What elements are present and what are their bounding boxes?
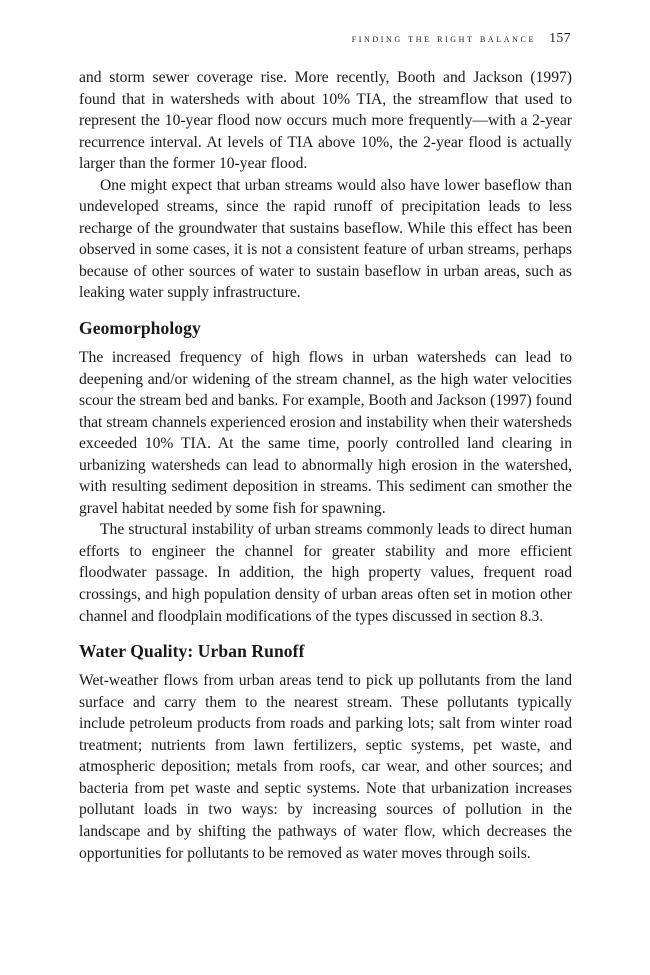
- paragraph-geomorphology: The increased frequency of high flows in urban watersheds can lead to deepening and/or widening of the stream channel, as the high water velocities scour the stream bed and banks. For example, Booth and Jackson (1997) found that stream channels experienced erosion and instability when their watersheds exceeded 10% TIA. At the same time, poorly controlled land clearing in urbanizing watersheds can lead to abnormally high erosion in the watershed, with resulting sediment deposition in streams. This sediment can smother the gravel habitat needed by some fish for spawning.: [79, 349, 572, 517]
- section-heading-water-quality: Water Quality: Urban Runoff: [79, 641, 305, 662]
- paragraph-baseflow: One might expect that urban streams would also have lower baseflow than undeveloped streams, since the rapid runoff of precipitation leads to less recharge of the groundwater that sustains baseflow. While this effect has been observed in some cases, it is not a consistent feature of urban streams, perhaps because of other sources of water to sustain baseflow in urban areas, such as leaking water supply infrastructure.: [79, 176, 572, 302]
- section-heading-geomorphology: Geomorphology: [79, 318, 201, 339]
- running-head-title: finding the right balance: [351, 33, 536, 45]
- running-head: [352, 30, 571, 46]
- paragraph-structural-instability: The structural instability of urban streams commonly leads to direct human efforts to engineer the channel for greater stability and more efficient floodwater passage. In addition, the high property values, frequent road crossings, and high population density of urban areas often set in motion other channel and floodplain modifications of the types discussed in section 8.3.: [79, 521, 572, 625]
- page-body: [79, 67, 572, 864]
- paragraph-continued: and storm sewer coverage rise. More recently, Booth and Jackson (1997) found that in watersheds with about 10% TIA, the streamflow that used to represent the 10-year flood now occurs much more frequently—with a 2-year recurrence interval. At levels of TIA above 10%, the 2-year flood is actually larger than the former 10-year flood.: [79, 69, 572, 173]
- paragraph-urban-runoff: Wet-weather flows from urban areas tend to pick up pollutants from the land surface and carry them to the nearest stream. These pollutants typically include petroleum products from roads and parking lots; salt from winter road treatment; nutrients from lawn fertilizers, septic systems, pet waste, and atmospheric deposition; metals from roofs, car wear, and other sources; and bacteria from pet waste and septic systems. Note that urbanization increases pollutant loads in two ways: by increasing sources of pollution in the landscape and by shifting the pathways of water flow, which decreases the opportunities for pollutants to be removed as water moves through soils.: [79, 672, 572, 862]
- page-number: 157: [549, 30, 571, 45]
